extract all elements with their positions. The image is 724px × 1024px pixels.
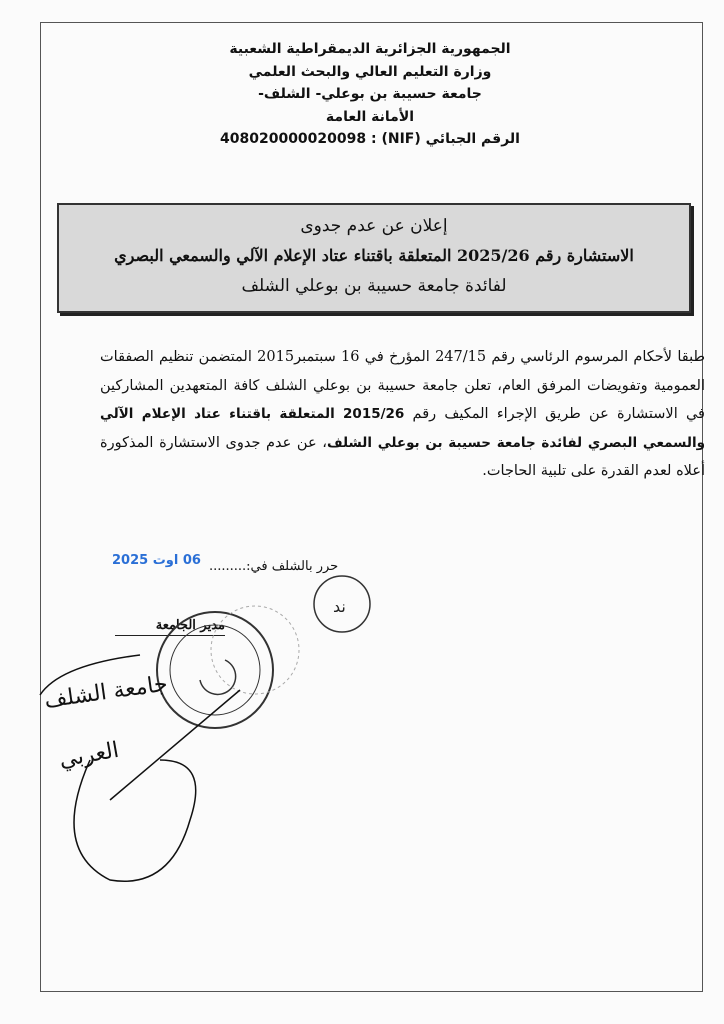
announcement-title: إعلان عن عدم جدوى <box>300 216 448 236</box>
announcement-subject: الاستشارة رقم 2025/26 المتعلقة باقتناء عتاد الإعلام الآلي والسمعي البصري <box>114 246 634 265</box>
header-republic: الجمهورية الجزائرية الديمقراطية الشعبية <box>229 41 511 57</box>
announcement-beneficiary: لفائدة جامعة حسيبة بن بوعلي الشلف <box>241 276 507 296</box>
svg-text:العربي: العربي <box>57 737 121 773</box>
date-stamp: 06 اوت 2025 <box>112 553 201 568</box>
body-bold-text: 2015/26 المتعلقة باقتناء عتاد الإعلام الآلي والسمعي البصري لفائدة جامعة حسيبة بن بوعلي الشلف <box>100 406 705 451</box>
registry-stamp <box>314 576 370 632</box>
place-date-label: حرر بالشلف في:......... <box>208 559 339 574</box>
header-university: جامعة حسيبة بن بوعلي- الشلف- <box>258 86 482 102</box>
body-text-end: ، عن عدم جدوى الاستشارة المذكورة أعلاه لعدم القدرة على تلبية الحاجات. <box>100 434 705 479</box>
svg-text:جامعة الشلف: جامعة الشلف <box>42 671 170 714</box>
official-seal <box>157 606 299 728</box>
header-nif: الرقم الجبائي (NIF) : 408020000020098 <box>220 131 520 147</box>
signer-title: مدير الجامعة <box>115 618 225 636</box>
body-text: طبقا لأحكام المرسوم الرئاسي رقم 247/15 المؤرخ في 16 سبتمبر2015 المتضمن تنظيم الصفقات العمومية وتفويضات المرفق العام، تعلن جامعة حسيبة بن بوعلي الشلف كافة المتعهدين المشاركين في الاستشارة عن طريق الإجراء المكيف رقم <box>100 349 705 422</box>
header-ministry: وزارة التعليم العالي والبحث العلمي <box>248 63 492 80</box>
svg-text:ند: ند <box>333 597 346 616</box>
header-secretariat: الأمانة العامة <box>325 108 415 125</box>
handwritten-signature-icon <box>40 655 240 881</box>
